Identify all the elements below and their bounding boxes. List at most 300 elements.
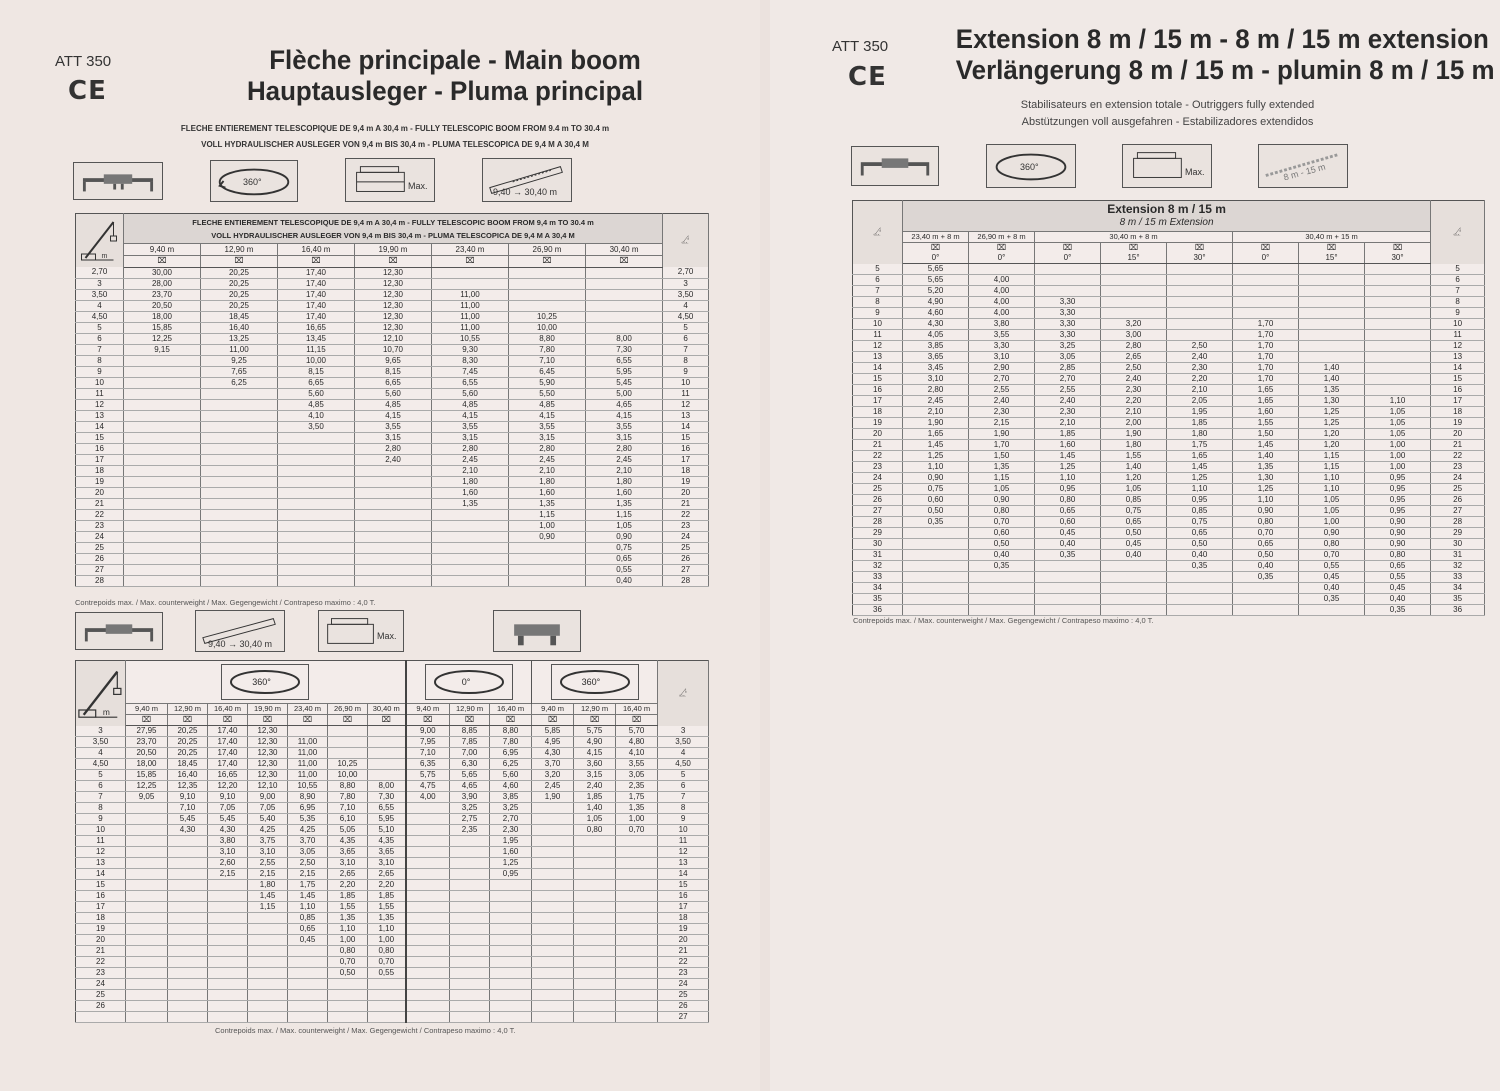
load-cell [406,814,450,825]
radius-cell: 4,50 [76,311,124,322]
load-cell: 3,25 [490,803,532,814]
subhead-line1: FLECHE ENTIEREMENT TELESCOPIQUE DE 9,4 m A 30,4 m - FULLY TELESCOPIC BOOM FROM 9.4 m TO 30.4 m [180,124,610,133]
load-cell [1167,297,1233,308]
load-cell: 1,05 [1299,506,1365,517]
load-cell [1167,286,1233,297]
load-cell: 0,50 [328,968,368,979]
load-cell: 0,35 [903,517,969,528]
radius-cell: 19 [853,418,903,429]
load-cell [201,531,278,542]
load-cell: 0,90 [1365,528,1431,539]
table-row [853,341,1485,352]
load-cell: 7,30 [586,344,663,355]
load-cell [201,520,278,531]
load-cell: 5,60 [278,388,355,399]
table-row [76,814,709,825]
hook-icon: ⌧ [969,243,1035,254]
load-cell [532,979,574,990]
jib-angle-header: 30° [1365,253,1431,264]
load-cell: 13,25 [201,333,278,344]
table-row [76,836,709,847]
table-row [853,517,1485,528]
load-cell: 0,75 [1167,517,1233,528]
load-cell [126,1012,168,1023]
load-cell [450,913,490,924]
load-cell: 0,45 [1101,539,1167,550]
table-row [853,440,1485,451]
load-cell: 12,30 [355,311,432,322]
load-cell [278,432,355,443]
load-cell: 1,35 [509,498,586,509]
radius-cell-right: 10 [658,825,709,836]
load-cell [490,891,532,902]
hook-icon: ⌧ [201,255,278,267]
subhead-line2: VOLL HYDRAULISCHER AUSLEGER VON 9,4 m BIS 30,4 m - PLUMA TELESCOPICA DE 9,4 M A 30,4 M [201,140,589,149]
rotation-360-header-b [532,661,658,704]
load-cell: 3,30 [1035,308,1101,319]
radius-cell-right: 21 [1431,440,1485,451]
load-cell: 2,80 [1101,341,1167,352]
load-cell [1233,297,1299,308]
load-cell: 1,55 [368,902,406,913]
boom-length-header: 26,90 m [509,244,586,256]
radius-cell: 7 [853,286,903,297]
load-cell: 0,80 [1035,495,1101,506]
load-cell [124,399,201,410]
load-cell: 7,10 [509,355,586,366]
load-cell [509,542,586,553]
jib-angle-header: 0° [903,253,969,264]
load-cell: 0,65 [1365,561,1431,572]
table-row [76,1012,709,1023]
radius-cell: 14 [76,869,126,880]
load-cell [532,847,574,858]
load-cell [406,803,450,814]
load-cell: 7,80 [490,737,532,748]
load-cell: 0,55 [586,564,663,575]
radius-cell-right: 29 [1431,528,1485,539]
load-cell: 5,95 [586,366,663,377]
table-row [76,278,709,289]
table-row [76,421,709,432]
load-cell: 0,60 [903,495,969,506]
load-cell: 20,50 [126,748,168,759]
load-cell [574,891,616,902]
radius-cell-right: 20 [1431,429,1485,440]
load-cell: 1,85 [574,792,616,803]
radius-cell-right: 9 [658,814,709,825]
load-cell: 1,70 [1233,352,1299,363]
load-cell: 1,35 [969,462,1035,473]
load-cell: 4,15 [432,410,509,421]
radius-cell-right: 12 [663,399,709,410]
load-cell: 1,25 [490,858,532,869]
radius-cell: 30 [853,539,903,550]
load-cell: 20,25 [168,737,208,748]
load-cell [1167,319,1233,330]
load-cell [450,880,490,891]
load-cell [903,605,969,616]
load-cell: 8,15 [278,366,355,377]
load-cell: 1,70 [1233,341,1299,352]
load-cell [248,946,288,957]
load-cell [450,902,490,913]
load-cell [574,858,616,869]
load-cell [368,990,406,1001]
counterweight-icon [1123,145,1211,187]
load-cell [248,968,288,979]
load-cell: 5,95 [368,814,406,825]
load-cell: 2,40 [1167,352,1233,363]
radius-cell-right: 19 [1431,418,1485,429]
load-cell: 1,95 [490,836,532,847]
load-cell [1299,341,1365,352]
table-header-line2: VOLL HYDRAULISCHER AUSLEGER VON 9,4 m BIS 30,4 m - PLUMA TELESCOPICA DE 9,4 M A 30,4 M [211,230,575,240]
load-cell: 1,35 [1233,462,1299,473]
load-cell [126,825,168,836]
load-cell: 2,15 [288,869,328,880]
load-cell [574,979,616,990]
table-row [76,509,709,520]
load-cell: 0,40 [1167,550,1233,561]
hook-icon: ⌧ [532,715,574,726]
table-row [76,770,709,781]
boom-length-header: 9,40 m [406,704,450,715]
boom-length-header: 12,90 m [574,704,616,715]
crane-diagram-cell-right [658,661,709,726]
table-row [76,322,709,333]
load-cell: 0,65 [1101,517,1167,528]
load-cell: 8,90 [288,792,328,803]
radius-cell: 9 [76,814,126,825]
table-row [76,377,709,388]
load-cell: 2,20 [368,880,406,891]
load-cell: 1,40 [1299,374,1365,385]
radius-cell: 13 [853,352,903,363]
load-cell [450,847,490,858]
load-cell: 3,10 [969,352,1035,363]
load-cell: 0,60 [969,528,1035,539]
load-cell: 18,45 [201,311,278,322]
load-cell: 1,95 [1167,407,1233,418]
radius-cell-right: 8 [658,803,709,814]
load-cell [126,902,168,913]
radius-cell-right: 3 [663,278,709,289]
load-cell [355,531,432,542]
load-cell [616,979,658,990]
radius-cell-right: 16 [663,443,709,454]
radius-cell-right: 4 [663,300,709,311]
load-cell [288,1001,328,1012]
load-cell [124,410,201,421]
load-cell: 1,85 [1035,429,1101,440]
load-cell [532,1001,574,1012]
load-cell [574,946,616,957]
load-cell: 11,00 [432,300,509,311]
radius-cell: 24 [853,473,903,484]
radius-cell-right: 21 [663,498,709,509]
load-cell: 1,75 [288,880,328,891]
load-cell [450,968,490,979]
load-cell: 10,25 [328,759,368,770]
ce-mark-right: CE [848,62,887,92]
hook-icon: ⌧ [368,715,406,726]
load-cell: 5,90 [509,377,586,388]
radius-cell: 15 [853,374,903,385]
outriggers-note-line1: Stabilisateurs en extension totale - Outriggers fully extended [1020,99,1315,111]
load-cell [1035,605,1101,616]
load-cell [616,880,658,891]
radius-cell-right: 20 [663,487,709,498]
load-cell: 1,90 [903,418,969,429]
load-cell: 12,30 [355,322,432,333]
table-row [76,289,709,300]
radius-cell-right: 3,50 [663,289,709,300]
load-cell: 4,00 [969,286,1035,297]
radius-cell-right: 27 [658,1012,709,1023]
load-cell: 0,40 [1233,561,1299,572]
table-row [853,264,1485,275]
radius-cell: 6 [76,781,126,792]
table-row [76,498,709,509]
load-cell: 2,20 [1167,374,1233,385]
load-cell [1365,308,1431,319]
load-cell: 2,80 [586,443,663,454]
radius-cell-right: 10 [1431,319,1485,330]
load-cell: 12,30 [248,748,288,759]
load-cell: 0,75 [586,542,663,553]
load-cell: 1,15 [1299,451,1365,462]
load-cell [248,990,288,1001]
load-cell [1101,583,1167,594]
load-cell: 2,70 [969,374,1035,385]
radius-cell: 35 [853,594,903,605]
radius-cell: 19 [76,476,124,487]
table-row [76,355,709,366]
load-cell [1299,319,1365,330]
load-cell [208,935,248,946]
load-cell: 1,20 [1299,429,1365,440]
load-cell [1101,275,1167,286]
load-cell: 6,35 [406,759,450,770]
load-cell [201,564,278,575]
load-cell: 4,00 [969,297,1035,308]
load-cell [1365,352,1431,363]
radius-cell-right: 13 [663,410,709,421]
load-cell [278,509,355,520]
load-cell [368,726,406,737]
load-cell [532,803,574,814]
svg-text:m: m [683,695,685,697]
load-cell: 3,15 [586,432,663,443]
table-row [853,550,1485,561]
load-cell: 12,30 [355,300,432,311]
jib-angle-header: 0° [1233,253,1299,264]
table-row [76,399,709,410]
crane-jib-icon [853,226,902,236]
load-cell: 0,50 [1233,550,1299,561]
table-row [76,1001,709,1012]
load-cell [126,924,168,935]
radius-cell-right: 36 [1431,605,1485,616]
outriggers-note-line2: Abstützungen voll ausgefahren - Estabilizadores extendidos [1021,116,1314,128]
load-cell: 1,60 [509,487,586,498]
load-cell: 9,15 [124,344,201,355]
load-cell: 23,70 [124,289,201,300]
radius-cell: 15 [76,880,126,891]
load-cell: 1,15 [509,509,586,520]
load-cell: 1,85 [368,891,406,902]
load-cell: 1,15 [586,509,663,520]
load-cell: 1,25 [1035,462,1101,473]
boom-length-header: 12,90 m [450,704,490,715]
load-cell: 11,00 [288,759,328,770]
radius-cell: 5 [76,322,124,333]
load-cell: 5,75 [574,726,616,737]
load-cell: 7,10 [328,803,368,814]
load-cell: 4,35 [328,836,368,847]
load-cell: 10,00 [328,770,368,781]
radius-cell-right: 22 [658,957,709,968]
load-cell: 1,90 [1101,429,1167,440]
load-cell: 11,00 [432,289,509,300]
load-cell: 7,05 [208,803,248,814]
load-cell [278,454,355,465]
load-cell: 1,45 [288,891,328,902]
radius-cell-right: 15 [658,880,709,891]
load-cell: 4,15 [586,410,663,421]
radius-cell [76,1012,126,1023]
radius-cell-right: 12 [658,847,709,858]
load-cell: 1,60 [432,487,509,498]
load-cell [208,913,248,924]
radius-cell-right: 3,50 [658,737,709,748]
hook-icon: ⌧ [432,255,509,267]
load-cell: 4,75 [406,781,450,792]
table-row [76,443,709,454]
boom-config-header: 30,40 m + 15 m [1233,232,1431,243]
table-row [853,462,1485,473]
load-cell [1365,363,1431,374]
load-cell: 1,75 [1167,440,1233,451]
radius-cell: 26 [76,1001,126,1012]
load-cell [432,564,509,575]
page-title-line1: Flèche principale - Main boom [269,45,641,75]
table-row [853,352,1485,363]
rotation-label: 360° [243,177,262,187]
load-cell [406,913,450,924]
load-cell [532,990,574,1001]
radius-cell-right: 25 [1431,484,1485,495]
load-cell [1035,572,1101,583]
load-cell: 3,10 [248,847,288,858]
load-cell: 10,00 [509,322,586,333]
load-cell: 3,20 [532,770,574,781]
radius-cell: 28 [853,517,903,528]
load-cell [208,979,248,990]
load-cell [126,847,168,858]
radius-cell: 25 [853,484,903,495]
load-cell [490,1001,532,1012]
table-row [76,333,709,344]
load-cell: 1,00 [509,520,586,531]
load-cell [288,979,328,990]
load-cell [126,913,168,924]
load-cell: 3,00 [1101,330,1167,341]
load-cell [126,1001,168,1012]
load-cell: 2,10 [903,407,969,418]
load-cell [1167,330,1233,341]
load-cell: 2,35 [450,825,490,836]
radius-cell: 34 [853,583,903,594]
table-row [76,759,709,770]
radius-cell: 5 [853,264,903,275]
load-cell [124,542,201,553]
load-cell [124,443,201,454]
load-cell [432,542,509,553]
load-cell: 1,40 [1233,451,1299,462]
radius-cell: 11 [853,330,903,341]
jib-angle-header: 15° [1101,253,1167,264]
load-cell [490,946,532,957]
load-cell [124,487,201,498]
hook-icon: ⌧ [616,715,658,726]
load-cell: 1,25 [1167,473,1233,484]
radius-cell: 3,50 [76,289,124,300]
load-cell: 1,15 [248,902,288,913]
table-header [124,214,663,244]
load-cell: 2,10 [1101,407,1167,418]
load-cell: 20,25 [168,748,208,759]
load-cell: 20,25 [201,300,278,311]
load-cell: 5,20 [903,286,969,297]
radius-cell-right: 11 [658,836,709,847]
radius-cell: 4,50 [76,759,126,770]
load-cell [278,575,355,586]
load-cell: 1,70 [1233,374,1299,385]
load-cell [168,1001,208,1012]
load-cell: 0,75 [1101,506,1167,517]
rotation-label: 360° [581,677,601,687]
load-cell: 2,30 [1035,407,1101,418]
load-cell [490,979,532,990]
outriggers-picto [73,162,163,200]
boom-config-header: 26,90 m + 8 m [969,232,1035,243]
load-cell: 3,65 [328,847,368,858]
load-cell: 1,80 [248,880,288,891]
radius-cell-right: 9 [1431,308,1485,319]
load-cell: 4,30 [903,319,969,330]
load-cell [278,465,355,476]
load-cell: 2,30 [490,825,532,836]
load-cell [616,913,658,924]
load-cell [126,946,168,957]
load-cell [355,465,432,476]
load-cell [278,498,355,509]
load-cell [1299,352,1365,363]
table-row [76,344,709,355]
load-cell: 3,05 [288,847,328,858]
load-cell: 2,85 [1035,363,1101,374]
load-cell: 0,80 [1365,550,1431,561]
load-cell [208,891,248,902]
rotation-0-box [425,664,513,700]
extension-title-line2: Verlängerung 8 m / 15 m - plumin 8 m / 15 m [955,55,1495,85]
load-cell [328,726,368,737]
load-cell [586,278,663,289]
load-cell [168,913,208,924]
radius-cell: 17 [76,454,124,465]
